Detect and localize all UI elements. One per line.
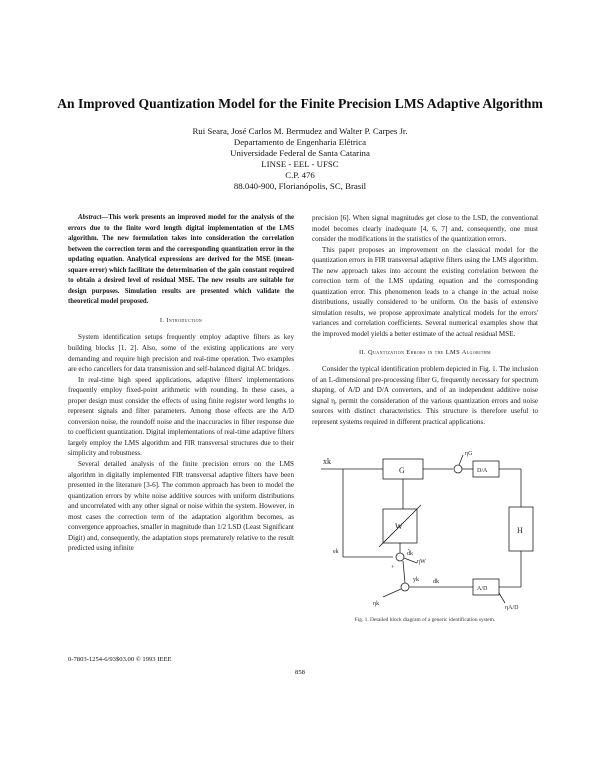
dac-label: D/A (477, 468, 488, 474)
abstract-text: —This work presents an improved model for the analysis of the errors due to the finite word length digital implementation of the LMS algorithm. The new formulation takes into consideration the correlation between the correction term and the corresponding quantization error in the updating equation. Analytical expressions are derived for the MSE (mean-square error) which facilitate the determination of the gain constant required to obtain a desired level of residual MSE. The new results are suitable for design purposes. Simulation results are presented which validate the theoretical model proposed. (68, 214, 294, 306)
eta-g-arrow (459, 455, 463, 465)
copyright-footer: 0-7803-1254-6/93$03.00 © 1993 IEEE (68, 656, 172, 663)
paper-title: An Improved Quantization Model for the Finite Precision LMS Adaptive Algorithm (57, 96, 543, 111)
affiliation-block (0, 137, 600, 192)
affiliation-line: 88.040-900, Florianópolis, SC, Brasil (233, 181, 367, 191)
section-heading-quantization: II. Quantization Errors in the LMS Algorithm (358, 348, 492, 356)
section-heading-introduction: I. Introduction (159, 316, 203, 324)
plus-label: + (391, 565, 395, 571)
affiliation-line: LINSE - EEL - UFSC (261, 159, 339, 169)
abstract-label: Abstract (78, 214, 102, 221)
d-k-label: dk (433, 579, 439, 585)
body-paragraph: Several detailed analysis of the finite precision errors on the LMS algorithm in digitally implemented FIR transversal adaptive filters have been presented in the literature [3-6]. The common approach has been to model the quantization errors by white noise additive sources with uniform distributions and uncorrelated with any other signal or noise within the system. However, in most cases the correction term of the adaptation algorithm becomes, as convergence approaches, smaller in magnitude than 1/2 LSD (Least Significant Digit) and, consequently, the adaptation stops prematurely relative to the result predicted using infinite (68, 460, 294, 553)
eta-w-label: ηW (417, 559, 426, 565)
figure-caption: Fig. 1. Detailed block diagram of a generic identification system. (354, 617, 496, 623)
affiliation-line: C.P. 476 (285, 170, 315, 180)
e-k-label: ek (333, 549, 339, 555)
y-k-label: yk (413, 577, 419, 583)
body-paragraph: Consider the typical identification problem depicted in Fig. 1. The inclusion of an L-dimensional pre-processing filter G, frequently necessary for spectrum shaping, of A/D and D/A converters, and of an independent additive noise signal η, permit the consideration of the various quantization errors and noise sources with distinct characteristics. This structure is therefore useful to represent systems required in different practical applications. (312, 365, 538, 426)
input-label: xk (323, 457, 331, 466)
summing-node-error (401, 583, 409, 591)
body-paragraph: This paper proposes an improvement on the classical model for the quantization errors in FIR transversal adaptive filters using the LMS algorithm. The new approach takes into account the existing correlation between the correction term of the LMS updating equation and the corresponding quantization error. This phenomenon leads to a change in the actual noise distributions, usually considered to be uniform. On the basis of extensive simulation results, we propose approximate analytical models for the errors' variances and correlation coefficients. Several numerical examples show that the improved model yields a better estimate of the actual residual MSE. (312, 245, 538, 339)
eta-g-label: ηG (465, 451, 473, 457)
eta-k-label: ηk (373, 601, 380, 607)
w-block-label: W (395, 522, 403, 531)
affiliation-line: Departamento de Engenharia Elétrica (233, 137, 367, 147)
page-number: 858 (295, 669, 305, 676)
summing-node-w (396, 553, 404, 561)
body-paragraph: In real-time high speed applications, adaptive filters' implementations frequently employ fixed-point arithmetic with rounding. In these cases, a proper design must consider the effects of using finite register word lengths to represent signals and filter parameters. Among those effects are the A/D conversion noise, the roundoff noise and the inaccuracies in filter response due to coefficient quantization. Digital implementations of real-time adaptive filters largely employ the LMS algorithm and FIR transversal structures due to their simplicity and robustness. (68, 375, 294, 458)
h-block-label: H (517, 526, 523, 535)
affiliation-line: Universidade Federal de Santa Catarina (230, 148, 370, 158)
eta-k-arrow (383, 589, 401, 597)
block-diagram-figure (313, 447, 538, 613)
abstract-paragraph (68, 213, 294, 308)
summing-node-g (454, 465, 462, 473)
body-paragraph: precision [6]. When signal magnitudes get close to the LSD, the conventional model becomes clearly inadequate [4, 6, 7] and, consequently, one must consider the modifications in the statistics of the quantization errors. (312, 214, 538, 244)
eta-ad-label: ηA/D (505, 605, 519, 611)
g-block-label: G (399, 466, 405, 475)
dhat-label: d̂k (407, 551, 413, 557)
eta-w-arrow (404, 558, 417, 563)
left-column (68, 213, 294, 554)
w-sum-to-error-line (403, 561, 405, 583)
right-column (312, 213, 538, 427)
body-paragraph: System identification setups frequently employ adaptive filters as key building blocks [1, 2]. Also, some of the existing applications are very demanding and require high precision and real-time operation. Two examples are echo cancellers for data transmission and self-balanced digital AC bridges. (68, 333, 294, 374)
eta-ad-arrow (499, 593, 505, 603)
adc-label: A/D (477, 586, 488, 592)
author-list: Rui Seara, José Carlos M. Bermudez and Walter P. Carpes Jr. (192, 126, 408, 136)
